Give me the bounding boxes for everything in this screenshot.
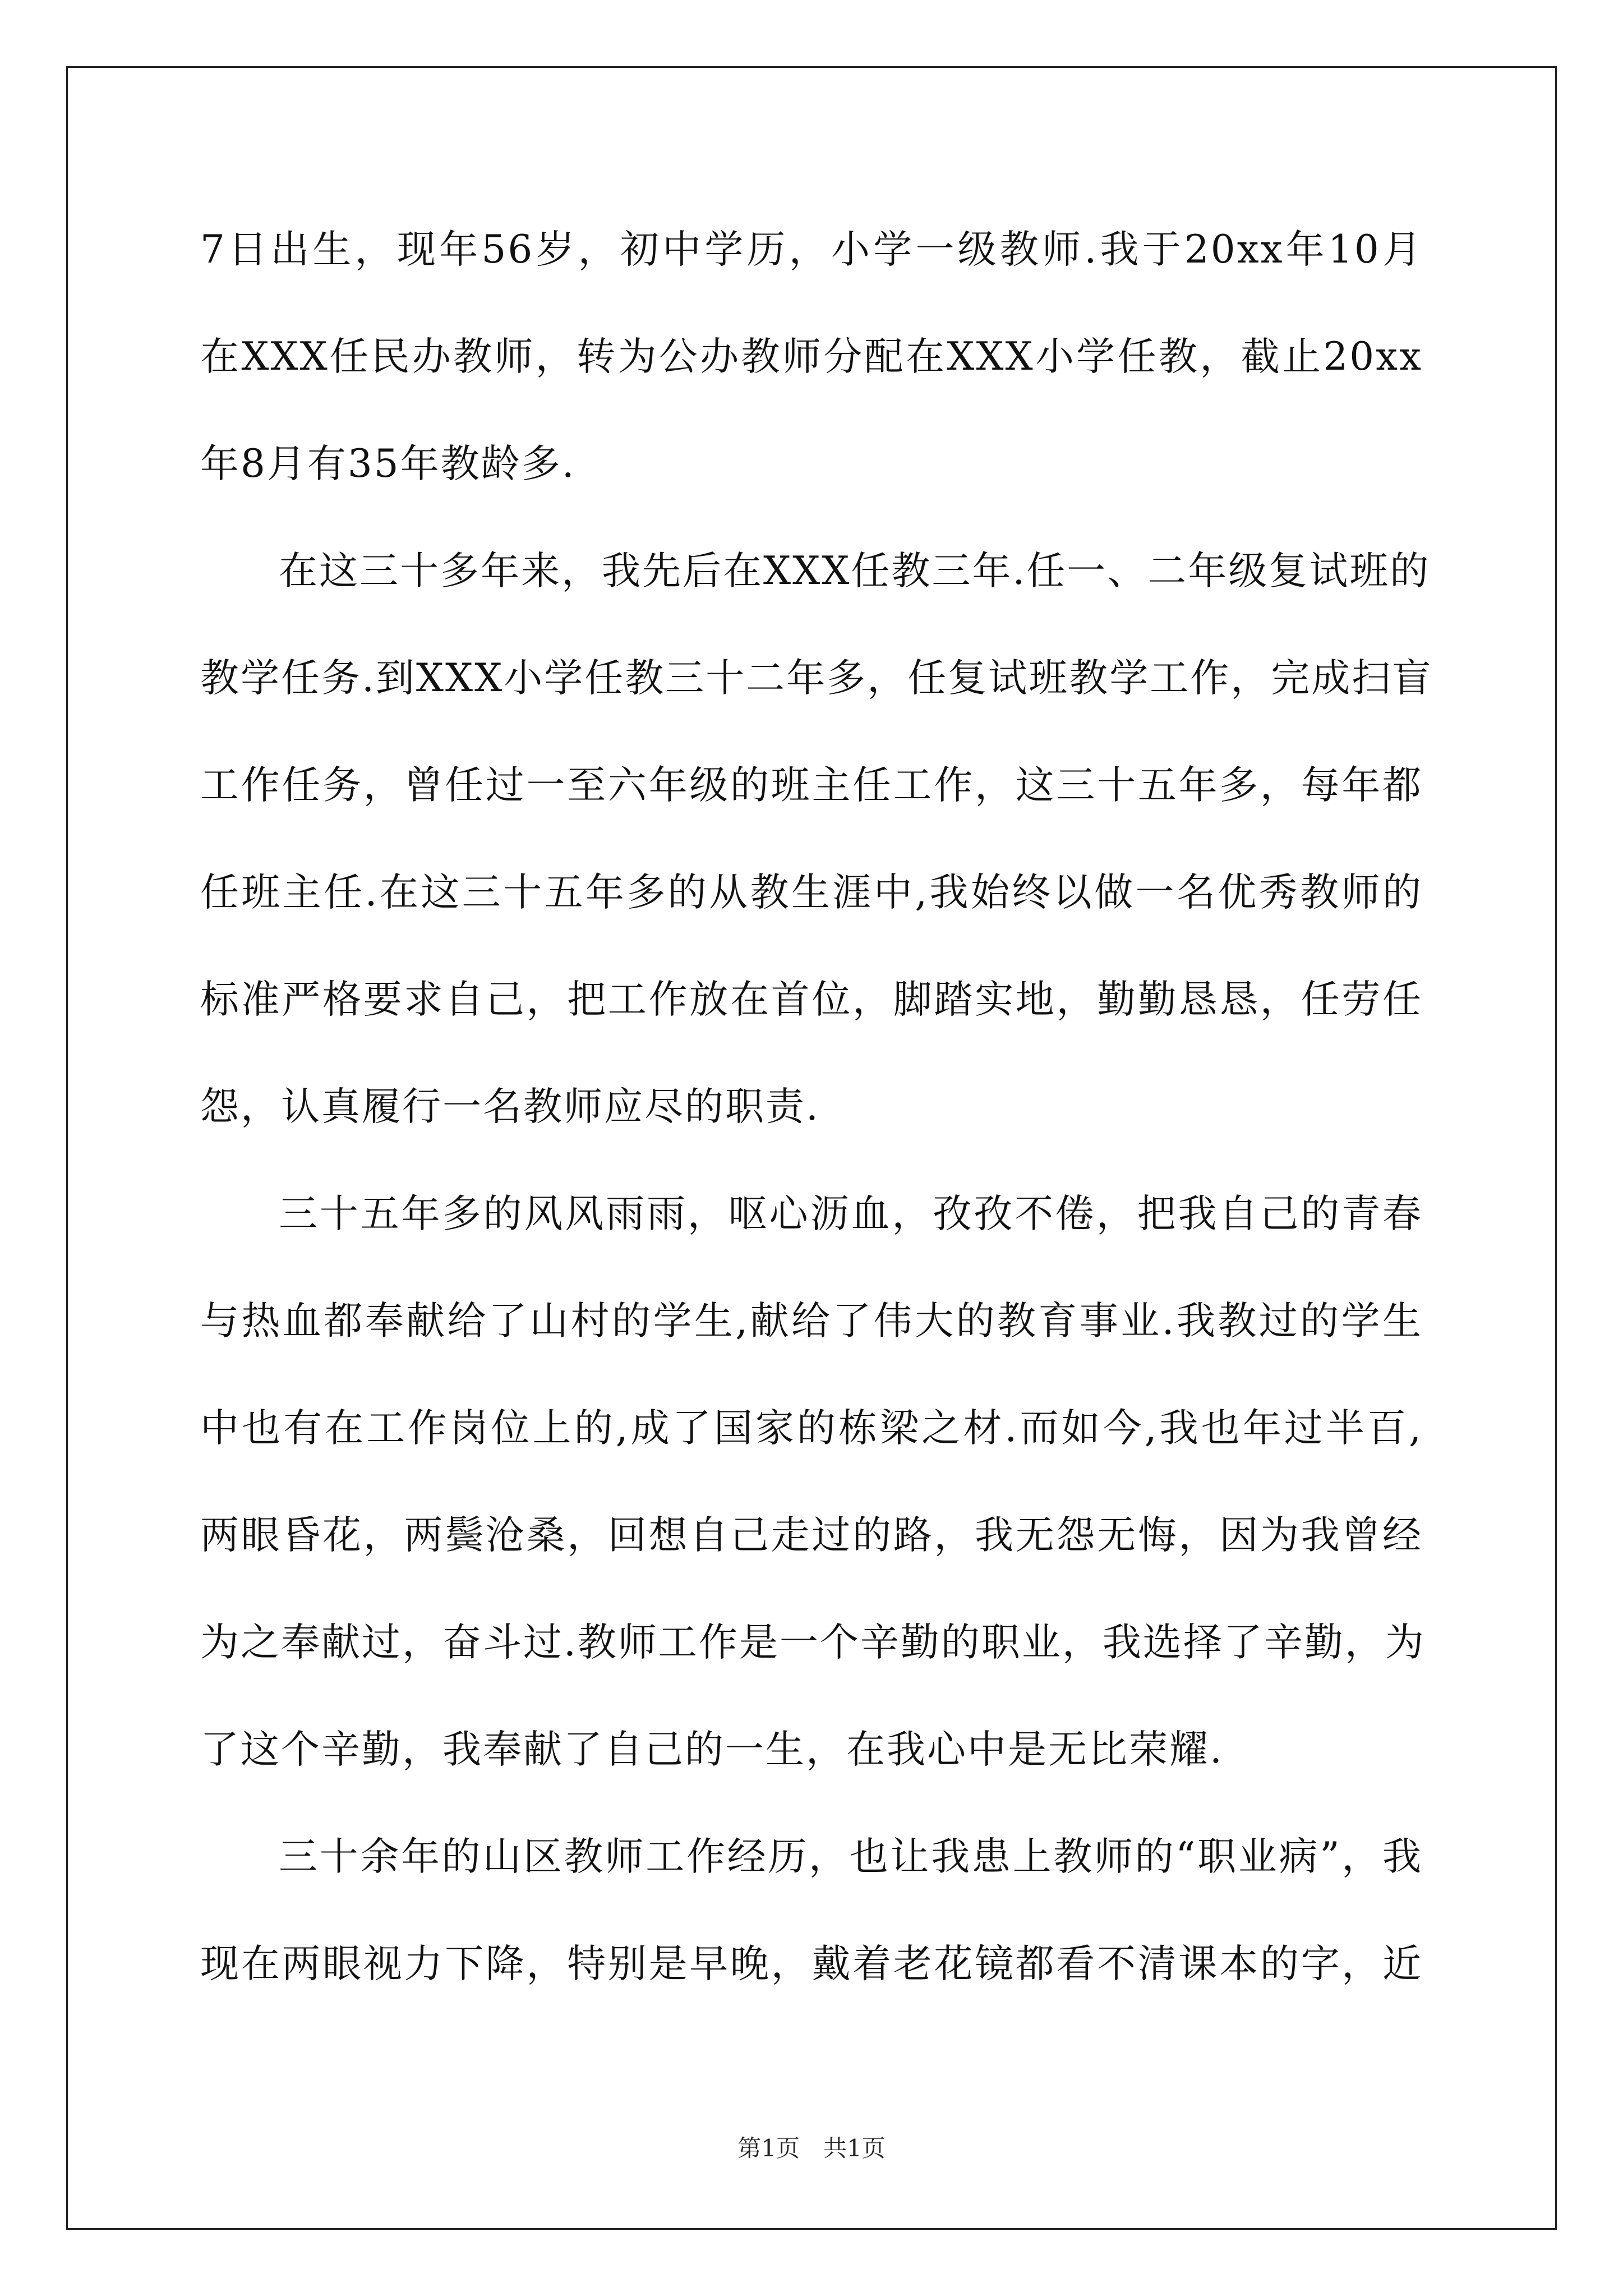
text-line-1: 7日出生，现年56岁，初中学历，小学一级教师.我于20xx年10月 [200, 227, 1423, 272]
text-line-9: 怨，认真履行一名教师应尽的职责. [200, 1084, 820, 1129]
text-line-14: 为之奉献过，奋斗过.教师工作是一个辛勤的职业，我选择了辛勤，为 [200, 1620, 1426, 1665]
text-line-4: 在这三十多年来，我先后在XXX任教三年.任一、二年级复试班的 [279, 549, 1431, 593]
page-footer: 第1页 共1页 [737, 2134, 886, 2162]
text-line-5: 教学任务.到XXX小学任教三十二年多，任复试班教学工作，完成扫盲 [200, 656, 1433, 701]
text-line-8: 标准严格要求自己，把工作放在首位，脚踏实地，勤勤恳恳，任劳任 [200, 977, 1423, 1022]
text-line-16: 三十余年的山区教师工作经历，也让我患上教师的“职业病”，我 [279, 1834, 1423, 1879]
text-line-17: 现在两眼视力下降，特别是早晚，戴着老花镜都看不清课本的字，近 [200, 1941, 1423, 1986]
text-line-2: 在XXX任民办教师，转为公办教师分配在XXX小学任教，截止20xx [200, 334, 1423, 379]
text-line-11: 与热血都奉献给了山村的学生,献给了伟大的教育事业.我教过的学生 [200, 1299, 1423, 1343]
text-line-10: 三十五年多的风风雨雨，呕心沥血，孜孜不倦，把我自己的青春 [279, 1191, 1423, 1236]
text-line-15: 了这个辛勤，我奉献了自己的一生，在我心中是无比荣耀. [200, 1727, 1224, 1772]
document-body [200, 213, 1433, 2035]
text-line-13: 两眼昏花，两鬓沧桑，回想自己走过的路，我无怨无悔，因为我曾经 [200, 1513, 1423, 1558]
text-line-6: 工作任务，曾任过一至六年级的班主任工作，这三十五年多，每年都 [200, 763, 1423, 808]
text-line-7: 任班主任.在这三十五年多的从教生涯中,我始终以做一名优秀教师的 [200, 870, 1423, 915]
text-line-12: 中也有在工作岗位上的,成了国家的栋梁之材.而如今,我也年过半百, [200, 1406, 1423, 1451]
text-line-3: 年8月有35年教龄多. [200, 441, 576, 486]
